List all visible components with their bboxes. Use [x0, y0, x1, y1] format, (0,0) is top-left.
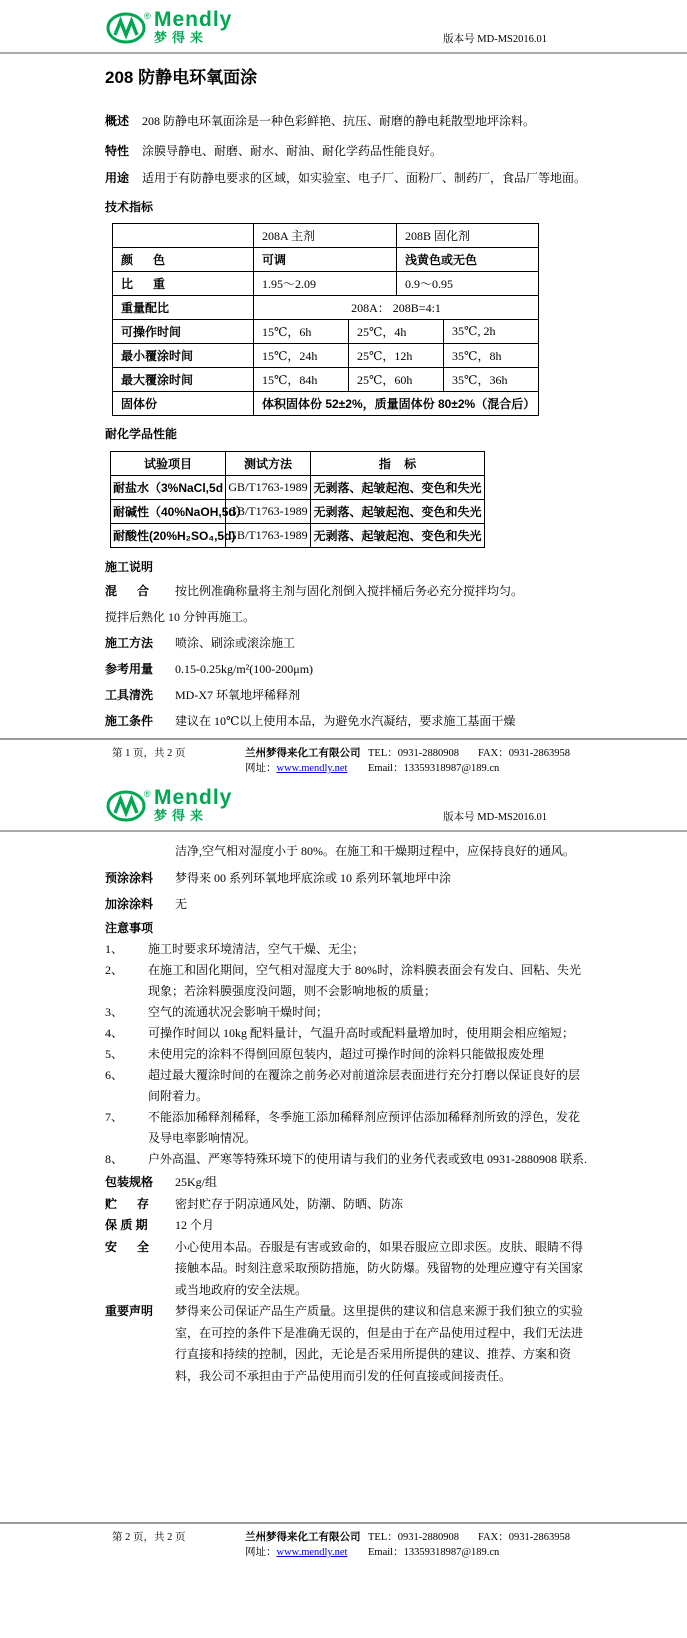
cell-208a: 208A 主剂	[254, 224, 397, 248]
brand-name: Mendly	[154, 786, 233, 809]
table-row	[113, 272, 539, 296]
note-text: 户外高温、严寒等特殊环境下的使用请与我们的业务代表或致电 0931-2880908 联系.	[148, 1152, 587, 1166]
condition-continuation: 洁净,空气相对湿度小于 80%。在施工和干燥期过程中，应保持良好的通风。	[175, 844, 575, 858]
tel-text: TEL：0931-2880908	[368, 1532, 459, 1543]
brand-name-cn: 梦得来	[154, 30, 209, 45]
cell-test-item: 试验项目	[111, 452, 226, 476]
page1-header	[0, 0, 687, 52]
overview-row	[105, 108, 587, 135]
table-row	[113, 248, 539, 272]
chem-resist-heading: 耐化学品性能	[105, 427, 178, 441]
website-label: 网址：	[245, 1547, 277, 1558]
feature-label: 特性	[105, 144, 130, 158]
fax-text: FAX：0931-2863958	[478, 1532, 570, 1543]
cell-index: 指 标	[311, 452, 485, 476]
cell-gravity-b: 0.9～0.95	[397, 272, 539, 296]
note-number: 1、	[105, 942, 124, 956]
cell-gravity-a: 1.95～2.09	[254, 272, 397, 296]
table-row	[111, 476, 485, 500]
cell-minrecoat-label: 最小覆涂时间	[113, 344, 254, 368]
tel-text: TEL：0931-2880908	[368, 748, 459, 759]
statement-text: 梦得来公司保证产品生产质量。这里提供的建议和信息来源于我们独立的实验室，在可控的条件下是准确无误的，但是由于在产品使用过程中，我们无法进行直接和持续的控制，因此，无论是否采用所提供的建议、推荐、方案和资料，我公司不承担由于产品使用而引发的任何直接或间接责任。	[175, 1304, 584, 1383]
overview-text: 208 防静电环氧面涂是一种色彩鲜艳、抗压、耐磨的静电耗散型地坪涂料。	[142, 114, 536, 128]
precoat-label: 预涂涂料	[105, 871, 154, 885]
tech-spec-heading: 技术指标	[105, 200, 154, 214]
note-text: 空气的流通状况会影响干燥时间；	[148, 1005, 329, 1019]
method-text: 喷涂、刷涂或滚涂施工	[175, 636, 296, 650]
footer-rule	[0, 1522, 687, 1524]
notes-heading: 注意事项	[105, 921, 154, 935]
overview-label: 概述	[105, 114, 130, 128]
condition-label: 施工条件	[105, 714, 154, 728]
footer-line1	[112, 1530, 687, 1545]
safety-label: 安 全	[105, 1239, 150, 1254]
packing-text: 25Kg/组	[175, 1175, 218, 1189]
note-text: 超过最大覆涂时间的在覆涂之前务必对前道涂层表面进行充分打磨以保证良好的层间附着力。	[148, 1068, 581, 1103]
table-row	[113, 392, 539, 416]
table-row	[113, 344, 539, 368]
table-row	[113, 224, 539, 248]
statement-label: 重要声明	[105, 1304, 154, 1318]
safety-text: 小心使用本品。吞服是有害或致命的，如果吞服应立即求医。皮肤、眼睛不得接触本品。时刻注意采取预防措施，防火防爆。残留物的处理应遵守有关国家或当地政府的安全法规。	[175, 1239, 584, 1297]
statement-row	[105, 1301, 587, 1387]
document-title: 208 防静电环氧面涂	[105, 68, 258, 87]
website-link[interactable]: www.mendly.net	[276, 763, 348, 774]
mix-row	[105, 578, 587, 604]
cell-salt: 耐盐水（3%NaCl,5d	[111, 476, 226, 500]
footer-rule	[0, 738, 687, 740]
company-logo	[106, 787, 232, 827]
logo-text	[154, 787, 232, 822]
note-text: 可操作时间以 10kg 配料量计，气温升高时或配料量增加时，使用期会相应缩短；	[148, 1026, 575, 1040]
note-number: 2、	[105, 963, 124, 977]
tool-label: 工具清洗	[105, 688, 154, 702]
dosage-text: 0.15-0.25kg/m²(100-200μm)	[175, 662, 314, 676]
storage-row	[105, 1194, 587, 1216]
cell-color-label: 颜 色	[113, 248, 254, 272]
mix-cont-row: 搅拌后熟化 10 分钟再施工。	[105, 610, 256, 624]
note-number: 4、	[105, 1026, 124, 1040]
mendly-emblem-icon	[106, 9, 152, 49]
addcoat-label: 加涂涂料	[105, 897, 154, 911]
cell-solids-label: 固体份	[113, 392, 254, 416]
usage-row	[105, 165, 587, 192]
cell-salt-method: GB/T1763-1989	[226, 476, 311, 500]
note-item	[105, 1149, 587, 1170]
cell-208b: 208B 固化剂	[397, 224, 539, 248]
header-rule	[0, 52, 687, 54]
note-number: 6、	[105, 1068, 124, 1082]
fax-text: FAX：0931-2863958	[478, 748, 570, 759]
email-text: Email：13359318987@189.cn	[368, 763, 500, 774]
mix-text: 按比例准确称量将主剂与固化剂倒入搅拌桶后务必充分搅拌均匀。	[175, 584, 524, 598]
shelf-life-text: 12 个月	[175, 1218, 215, 1232]
storage-text: 密封贮存于阴凉通风处，防潮、防晒、防冻	[175, 1196, 404, 1211]
svg-text:®: ®	[144, 789, 151, 799]
mix-label: 混 合	[105, 584, 150, 598]
website-field	[245, 1545, 368, 1560]
condition-row	[105, 708, 587, 734]
method-row	[105, 630, 587, 656]
table-row	[113, 320, 539, 344]
company-name: 兰州梦得来化工有限公司	[245, 747, 361, 759]
method-label: 施工方法	[105, 636, 154, 650]
mendly-emblem-icon	[106, 787, 152, 827]
cell-minrecoat-35: 35℃，8h	[444, 344, 539, 368]
brand-name: Mendly	[154, 8, 233, 31]
packing-label: 包装规格	[105, 1175, 154, 1189]
cell-solids-value: 体积固体份 52±2%，质量固体份 80±2%（混合后）	[254, 392, 539, 416]
shelf-life-row	[105, 1215, 587, 1237]
cell-maxrecoat-15: 15℃，84h	[254, 368, 349, 392]
precoat-text: 梦得来 00 系列环氧地坪底涂或 10 系列环氧地坪中涂	[175, 871, 452, 885]
version-label: 版本号 MD-MS2016.01	[443, 812, 547, 823]
page-number: 第 1 页，共 2 页	[112, 748, 186, 759]
page2-footer	[0, 1522, 687, 1560]
feature-text: 涂膜导静电、耐磨、耐水、耐油、耐化学药品性能良好。	[142, 144, 443, 158]
storage-label: 贮 存	[105, 1196, 150, 1211]
page2-header	[0, 775, 687, 830]
note-number: 7、	[105, 1110, 124, 1124]
note-number: 8、	[105, 1152, 124, 1166]
cell-blank	[113, 224, 254, 248]
addcoat-text: 无	[175, 897, 188, 911]
note-item	[105, 1044, 587, 1065]
addcoat-row	[105, 891, 587, 917]
company-logo	[106, 9, 232, 49]
dosage-label: 参考用量	[105, 662, 154, 676]
table-row	[111, 524, 485, 548]
table-row	[113, 368, 539, 392]
website-label: 网址：	[245, 763, 277, 774]
cell-maxrecoat-35: 35℃，36h	[444, 368, 539, 392]
cell-maxrecoat-25: 25℃，60h	[349, 368, 444, 392]
note-item	[105, 960, 587, 1002]
cell-alkali-method: GB/T1763-1989	[226, 500, 311, 524]
header-rule	[0, 830, 687, 832]
footer-line2	[245, 1545, 687, 1560]
note-item	[105, 1107, 587, 1149]
tool-row	[105, 682, 587, 708]
usage-text: 适用于有防静电要求的区域，如实验室、电子厂、面粉厂、制药厂，食品厂等地面。	[142, 171, 587, 185]
page-2	[0, 775, 687, 1638]
packing-row	[105, 1172, 587, 1194]
cell-pot-35: 35℃, 2h	[444, 320, 539, 344]
note-item	[105, 1065, 587, 1107]
cell-minrecoat-25: 25℃，12h	[349, 344, 444, 368]
note-number: 3、	[105, 1005, 124, 1019]
shelf-life-label: 保 质 期	[105, 1218, 148, 1232]
cell-alkali: 耐碱性（40%NaOH,5d）	[111, 500, 226, 524]
table-row	[111, 500, 485, 524]
cell-maxrecoat-label: 最大覆涂时间	[113, 368, 254, 392]
cell-test-method: 测试方法	[226, 452, 311, 476]
note-number: 5、	[105, 1047, 124, 1061]
svg-text:®: ®	[144, 11, 151, 21]
page1-footer	[0, 738, 687, 776]
cell-minrecoat-15: 15℃，24h	[254, 344, 349, 368]
precoat-row	[105, 865, 587, 891]
cell-alkali-result: 无剥落、起皱起泡、变色和失光	[311, 500, 485, 524]
safety-row	[105, 1237, 587, 1302]
note-item	[105, 1002, 587, 1023]
footer-line1	[112, 746, 687, 761]
cell-pot-label: 可操作时间	[113, 320, 254, 344]
note-text: 在施工和固化期间，空气相对湿度大于 80%时，涂料膜表面会有发白、回粘、失光现象；若涂料膜强度没问题，则不会影响地板的质量；	[148, 963, 581, 998]
footer-line2	[245, 761, 687, 776]
cell-acid-method: GB/T1763-1989	[226, 524, 311, 548]
cell-acid-result: 无剥落、起皱起泡、变色和失光	[311, 524, 485, 548]
construction-heading: 施工说明	[105, 560, 154, 574]
cell-color-a: 可调	[254, 248, 397, 272]
condition-text: 建议在 10℃以上使用本品，为避免水汽凝结，要求施工基面干燥	[175, 714, 516, 728]
email-text: Email：13359318987@189.cn	[368, 1547, 500, 1558]
cell-pot-25: 25℃，4h	[349, 320, 444, 344]
note-text: 未使用完的涂料不得倒回原包装内，超过可操作时间的涂料只能做报废处理	[148, 1047, 545, 1061]
cell-salt-result: 无剥落、起皱起泡、变色和失光	[311, 476, 485, 500]
page-1	[0, 0, 687, 775]
table-row	[111, 452, 485, 476]
usage-label: 用途	[105, 171, 130, 185]
logo-text	[154, 9, 232, 44]
feature-row	[105, 138, 587, 165]
note-text: 不能添加稀释剂稀释，冬季施工添加稀释剂应预评估添加稀释剂所致的浮色，发花及导电率影响情况。	[148, 1110, 581, 1145]
cell-ratio-label: 重量配比	[113, 296, 254, 320]
version-label: 版本号 MD-MS2016.01	[443, 34, 547, 45]
tool-text: MD-X7 环氧地坪稀释剂	[175, 688, 300, 702]
company-name: 兰州梦得来化工有限公司	[245, 1531, 361, 1543]
table-row	[113, 296, 539, 320]
cell-pot-15: 15℃，6h	[254, 320, 349, 344]
note-text: 施工时要求环境清洁，空气干燥、无尘；	[148, 942, 365, 956]
note-item	[105, 1023, 587, 1044]
tech-spec-table	[112, 223, 539, 416]
dosage-row	[105, 656, 587, 682]
note-item	[105, 939, 587, 960]
cell-gravity-label: 比 重	[113, 272, 254, 296]
website-field	[245, 761, 368, 776]
website-link[interactable]: www.mendly.net	[276, 1547, 348, 1558]
page-number: 第 2 页，共 2 页	[112, 1532, 186, 1543]
cell-acid: 耐酸性(20%H₂SO₄,5d)	[111, 524, 226, 548]
cell-color-b: 浅黄色或无色	[397, 248, 539, 272]
brand-name-cn: 梦得来	[154, 808, 209, 823]
chem-resist-table	[110, 451, 485, 548]
cell-ratio-value: 208A： 208B=4:1	[254, 296, 539, 320]
